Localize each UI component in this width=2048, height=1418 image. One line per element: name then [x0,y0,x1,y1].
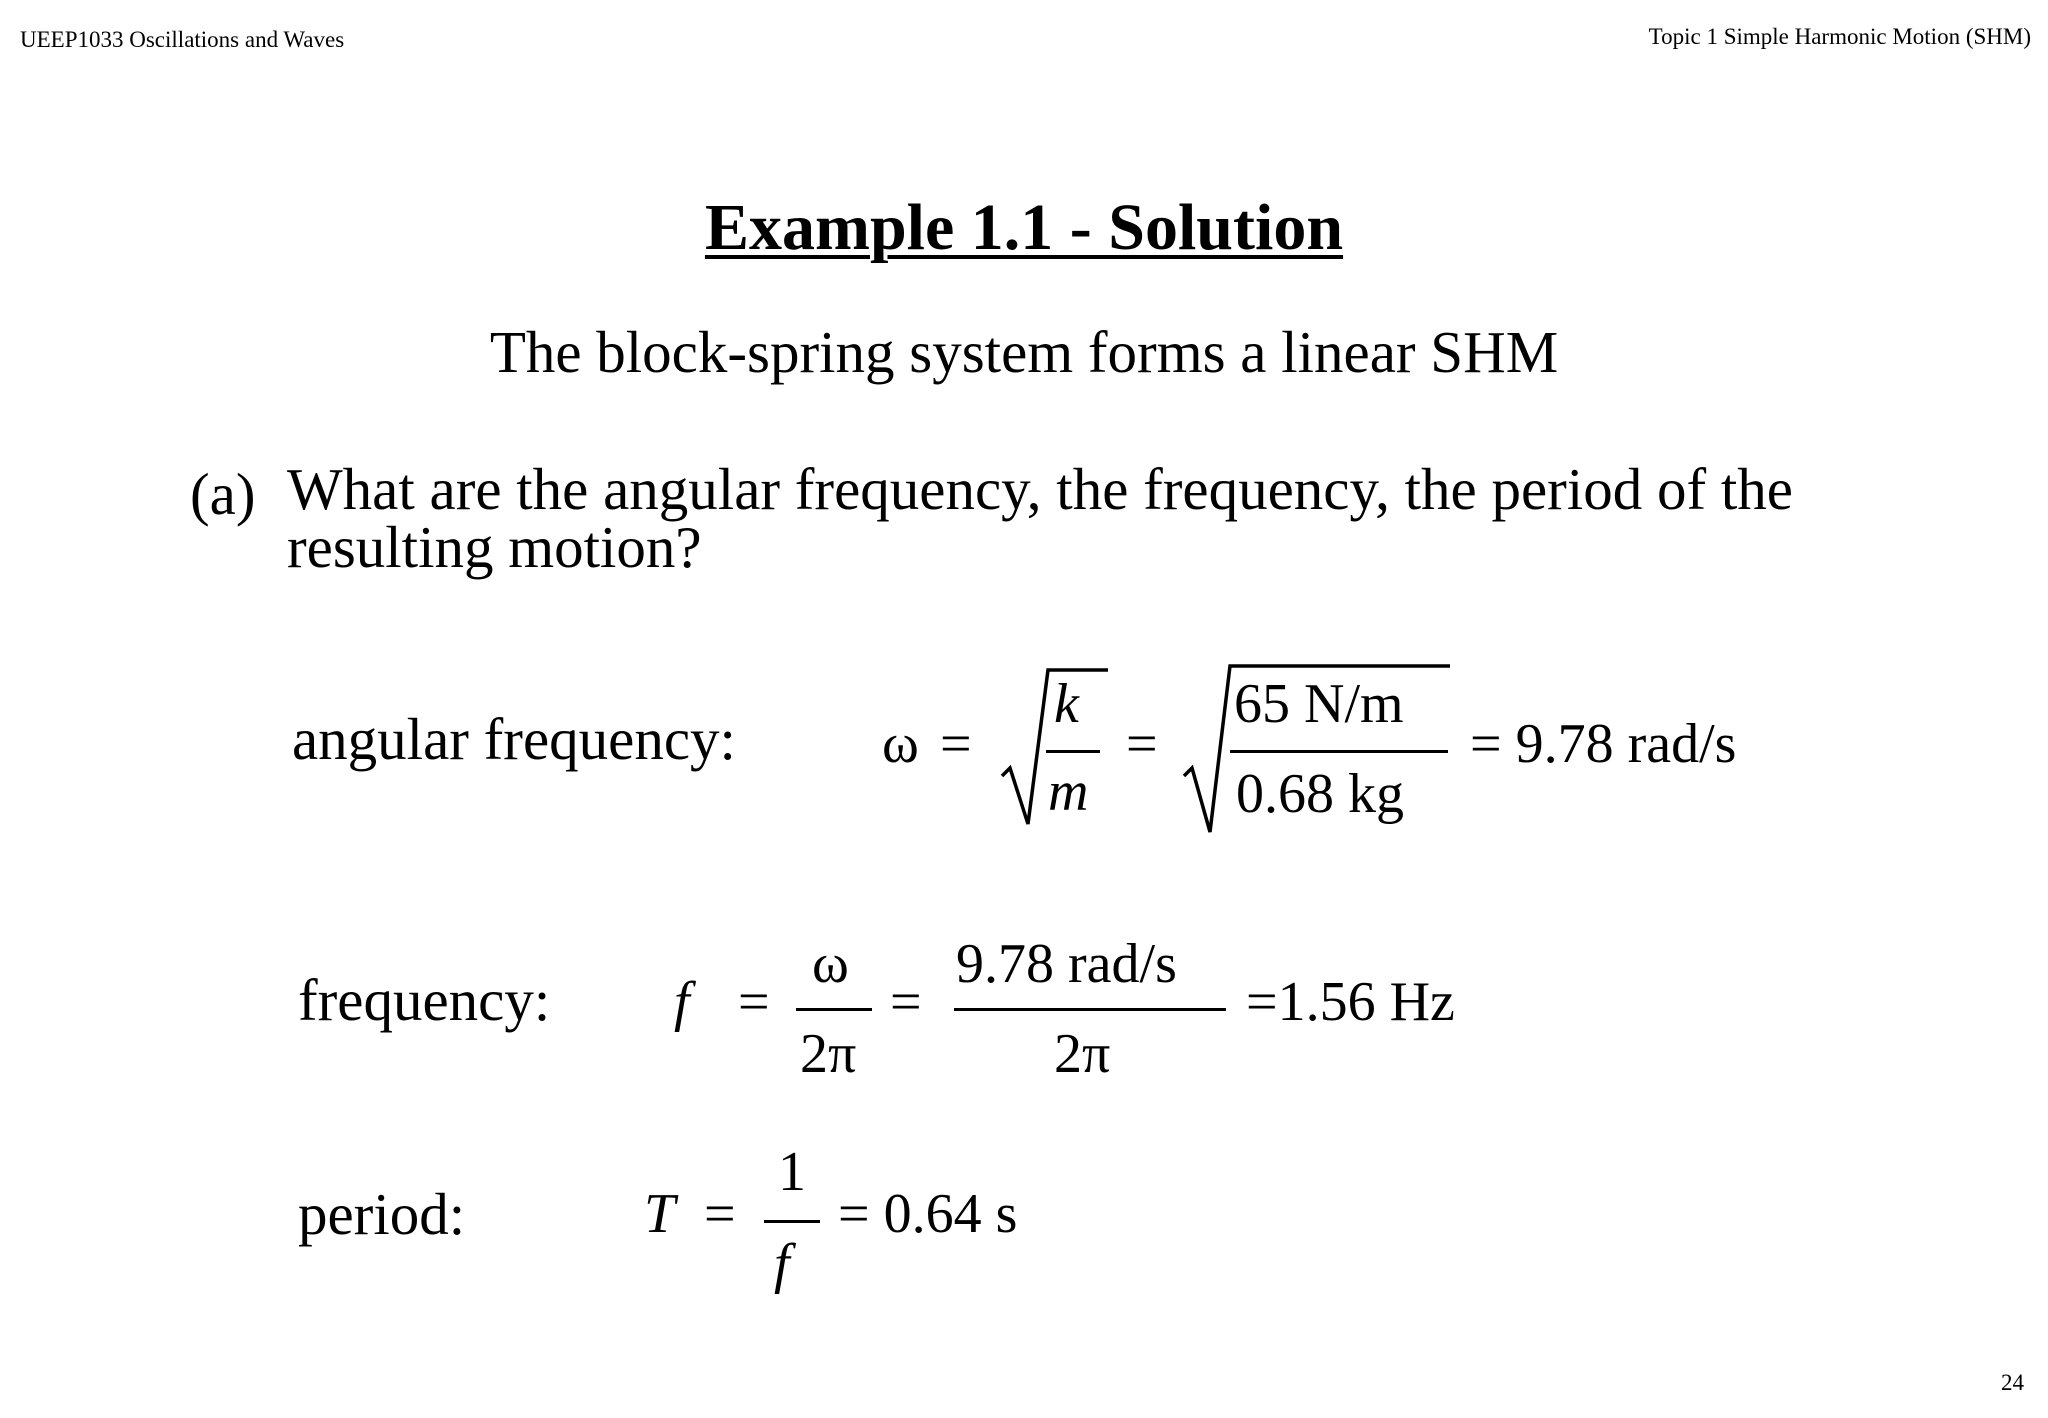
omega-symbol: ω [812,933,849,995]
fraction-bar [954,1008,1226,1011]
mass-value: 0.68 kg [1236,763,1404,825]
question-text: What are the angular frequency, the frequency, the period of the resulting motion? [287,456,1793,580]
f-symbol: f [674,971,690,1033]
angular-frequency-value: 9.78 rad/s [956,933,1177,995]
fraction-bar [764,1220,820,1223]
topic-header: Topic 1 Simple Harmonic Motion (SHM) [1648,24,2031,49]
course-header: UEEP1033 Oscillations and Waves [20,27,345,52]
slide-subtitle: The block-spring system forms a linear SHM [489,319,1559,385]
question-label: (a) [190,461,256,527]
two-pi-symbol: 2π [1054,1023,1111,1085]
k-symbol: k [1054,673,1079,735]
f-symbol: f [774,1233,790,1295]
fraction-bar [1230,750,1448,753]
period-label: period: [298,1181,466,1247]
one-numerator: 1 [778,1141,806,1203]
angular-frequency-result: = 9.78 rad/s [1470,713,1737,775]
equals-sign: = [890,971,922,1033]
slide-title: Example 1.1 - Solution [704,191,1344,264]
equals-sign: = [940,713,972,775]
equals-sign: = [738,971,770,1033]
frequency-label: frequency: [298,967,551,1033]
two-pi-symbol: 2π [800,1023,857,1085]
frequency-result: =1.56 Hz [1246,971,1455,1033]
fraction-bar [796,1008,872,1011]
angular-frequency-label: angular frequency: [292,706,736,772]
spring-constant-value: 65 N/m [1234,673,1404,735]
period-result: = 0.64 s [838,1183,1018,1245]
equals-sign: = [704,1183,736,1245]
fraction-bar [1046,750,1100,753]
m-symbol: m [1048,761,1089,823]
omega-symbol: ω [882,713,919,775]
equals-sign: = [1126,713,1158,775]
page-number: 24 [2001,1370,2024,1395]
T-symbol: T [644,1183,676,1245]
